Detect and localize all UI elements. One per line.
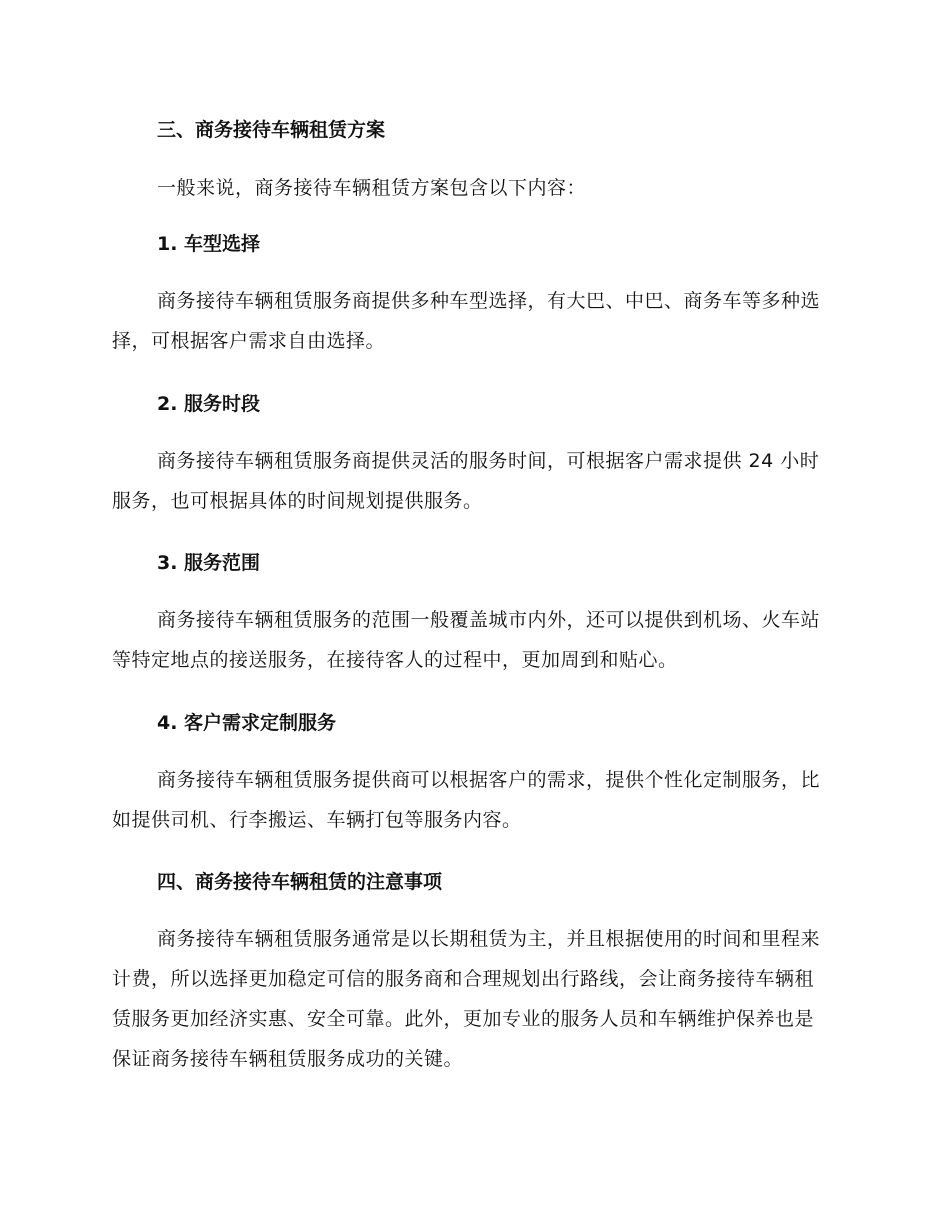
item-4-heading: 4. 客户需求定制服务: [157, 712, 337, 734]
item-2-paragraph: 商务接待车辆租赁服务商提供灵活的服务时间，可根据客户需求提供 24 小时服务，也可根据具体的时间规划提供服务。: [112, 450, 820, 512]
item-3-paragraph: 商务接待车辆租赁服务的范围一般覆盖城市内外，还可以提供到机场、火车站等特定地点的接送服务，在接待客人的过程中，更加周到和贴心。: [112, 609, 821, 671]
item-3-heading: 3. 服务范围: [157, 552, 261, 574]
intro-paragraph: 一般来说，商务接待车辆租赁方案包含以下内容：: [157, 177, 587, 199]
section-4-paragraph: 商务接待车辆租赁服务通常是以长期租赁为主，并且根据使用的时间和里程来计费，所以选择更加稳定可信的服务商和合理规划出行路线，会让商务接待车辆租赁服务更加经济实惠、安全可靠。此外，更加专业的服务人员和车辆维护保养也是保证商务接待车辆租赁服务成功的关键。: [112, 928, 821, 1070]
item-2-heading: 2. 服务时段: [157, 393, 261, 415]
item-4-paragraph: 商务接待车辆租赁服务提供商可以根据客户的需求，提供个性化定制服务，比如提供司机、行李搬运、车辆打包等服务内容。: [112, 769, 821, 831]
item-1-paragraph: 商务接待车辆租赁服务商提供多种车型选择，有大巴、中巴、商务车等多种选择，可根据客户需求自由选择。: [112, 290, 821, 352]
section-4-heading: 四、商务接待车辆租赁的注意事项: [157, 871, 443, 893]
item-1-heading: 1. 车型选择: [157, 233, 261, 255]
section-3-heading: 三、商务接待车辆租赁方案: [157, 119, 386, 141]
